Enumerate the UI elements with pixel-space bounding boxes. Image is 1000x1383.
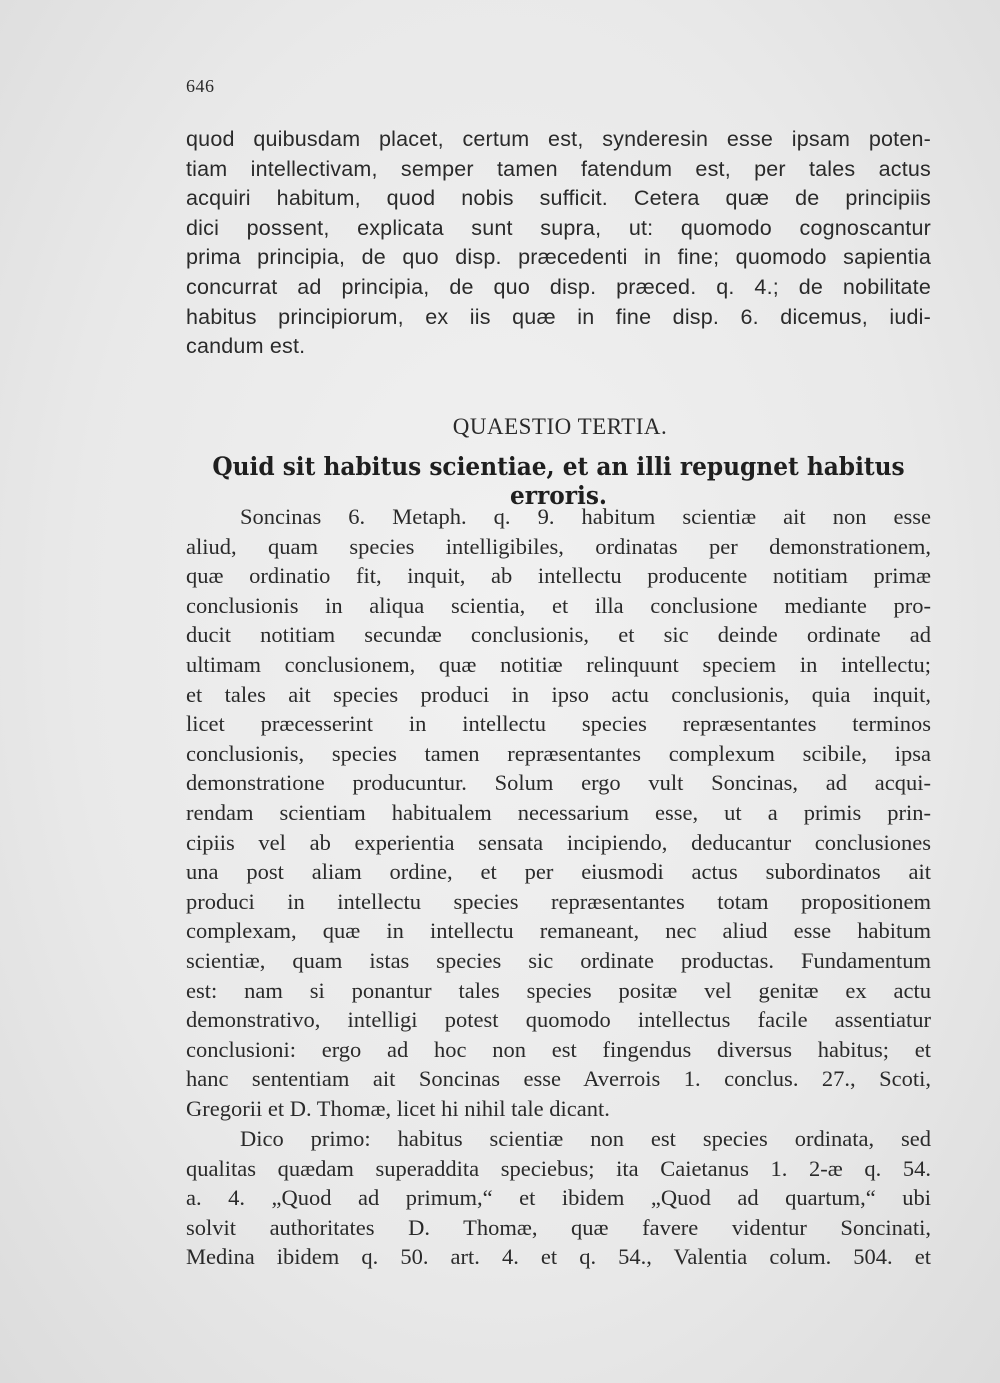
text-line: a. 4. „Quod ad primum,“ et ibidem „Quod ad quartum,“ ubi <box>186 1185 931 1211</box>
paragraph-dico-primo <box>186 1124 931 1272</box>
text-line: conclusionis in aliqua scientia, et illa conclusione mediante pro- <box>186 592 931 618</box>
page-number: 646 <box>186 76 215 96</box>
text-line: Medina ibidem q. 50. art. 4. et q. 54., Valentia colum. 504. et <box>186 1244 931 1270</box>
text-line: est: nam si ponantur tales species positæ vel genitæ ex actu <box>186 977 931 1003</box>
text-line: concurrat ad principia, de quo disp. præced. q. 4.; de nobilitate <box>186 274 931 299</box>
text-line: qualitas quædam superaddita speciebus; ita Caietanus 1. 2-æ q. 54. <box>186 1155 931 1181</box>
text-line: ducit notitiam secundæ conclusionis, et sic deinde ordinate ad <box>186 622 931 648</box>
text-line: scientiæ, quam istas species sic ordinate productas. Fundamentum <box>186 947 931 973</box>
text-line: complexam, quæ in intellectu remaneant, nec aliud esse habitum <box>186 918 931 944</box>
text-line: quæ ordinatio fit, inquit, ab intellectu producente notitiam primæ <box>186 563 931 589</box>
text-line: demonstrativo, intelligi potest quomodo intellectus facile assentiatur <box>186 1007 931 1033</box>
text-line: conclusioni: ergo ad hoc non est fingendus diversus habitus; et <box>186 1036 931 1062</box>
text-line: produci in intellectu species repræsentantes totam propositionem <box>186 888 931 914</box>
text-line: rendam scientiam habitualem necessarium esse, ut a primis prin- <box>186 799 931 825</box>
text-line: Dico primo: habitus scientiæ non est species ordinata, sed <box>240 1126 931 1151</box>
text-line: solvit authoritates D. Thomæ, quæ favere videntur Soncinati, <box>186 1214 931 1240</box>
text-line: prima principia, de quo disp. præcedenti in fine; quomodo sapientia <box>186 245 931 270</box>
question-heading: QUAESTIO TERTIA. <box>452 414 668 439</box>
text-line: conclusionis, species tamen repræsentantes complexum scibile, ipsa <box>186 740 931 766</box>
text-line: tiam intellectivam, semper tamen fatendum est, per tales actus <box>186 156 931 181</box>
text-line: candum est. <box>186 334 306 359</box>
text-line: habitus principiorum, ex iis quæ in fine disp. 6. dicemus, iudi- <box>186 304 931 329</box>
paragraph-soncinas <box>186 502 931 1123</box>
text-line: dici possent, explicata sunt supra, ut: quomodo cognoscantur <box>186 215 931 240</box>
text-line: hanc sententiam ait Soncinas esse Averrois 1. conclus. 27., Scoti, <box>186 1066 931 1092</box>
text-line: una post aliam ordine, et per eiusmodi actus subordinatos ait <box>186 859 931 885</box>
text-line: demonstratione producuntur. Solum ergo vult Soncinas, ad acqui- <box>186 770 931 796</box>
top-paragraph <box>186 125 931 362</box>
text-line: acquiri habitum, quod nobis sufficit. Cetera quæ de principiis <box>186 186 931 211</box>
text-line: cipiis vel ab experientia sensata incipiendo, deducantur conclusiones <box>186 829 931 855</box>
text-line: ultimam conclusionem, quæ notitiæ relinquunt speciem in intellectu; <box>186 651 931 677</box>
text-line: Soncinas 6. Metaph. q. 9. habitum scientiæ ait non esse <box>240 504 931 529</box>
text-line: et tales ait species produci in ipso actu conclusionis, quia inquit, <box>186 681 931 707</box>
text-line: quod quibusdam placet, certum est, synderesin esse ipsam poten- <box>186 127 931 151</box>
question-subtitle: Quid sit habitus scientiae, et an illi repugnet habitus erroris. <box>212 452 905 510</box>
text-line: Gregorii et D. Thomæ, licet hi nihil tale dicant. <box>186 1095 610 1121</box>
text-line: aliud, quam species intelligibiles, ordinatas per demonstrationem, <box>186 533 931 559</box>
text-line: licet præcesserint in intellectu species repræsentantes terminos <box>186 711 931 737</box>
